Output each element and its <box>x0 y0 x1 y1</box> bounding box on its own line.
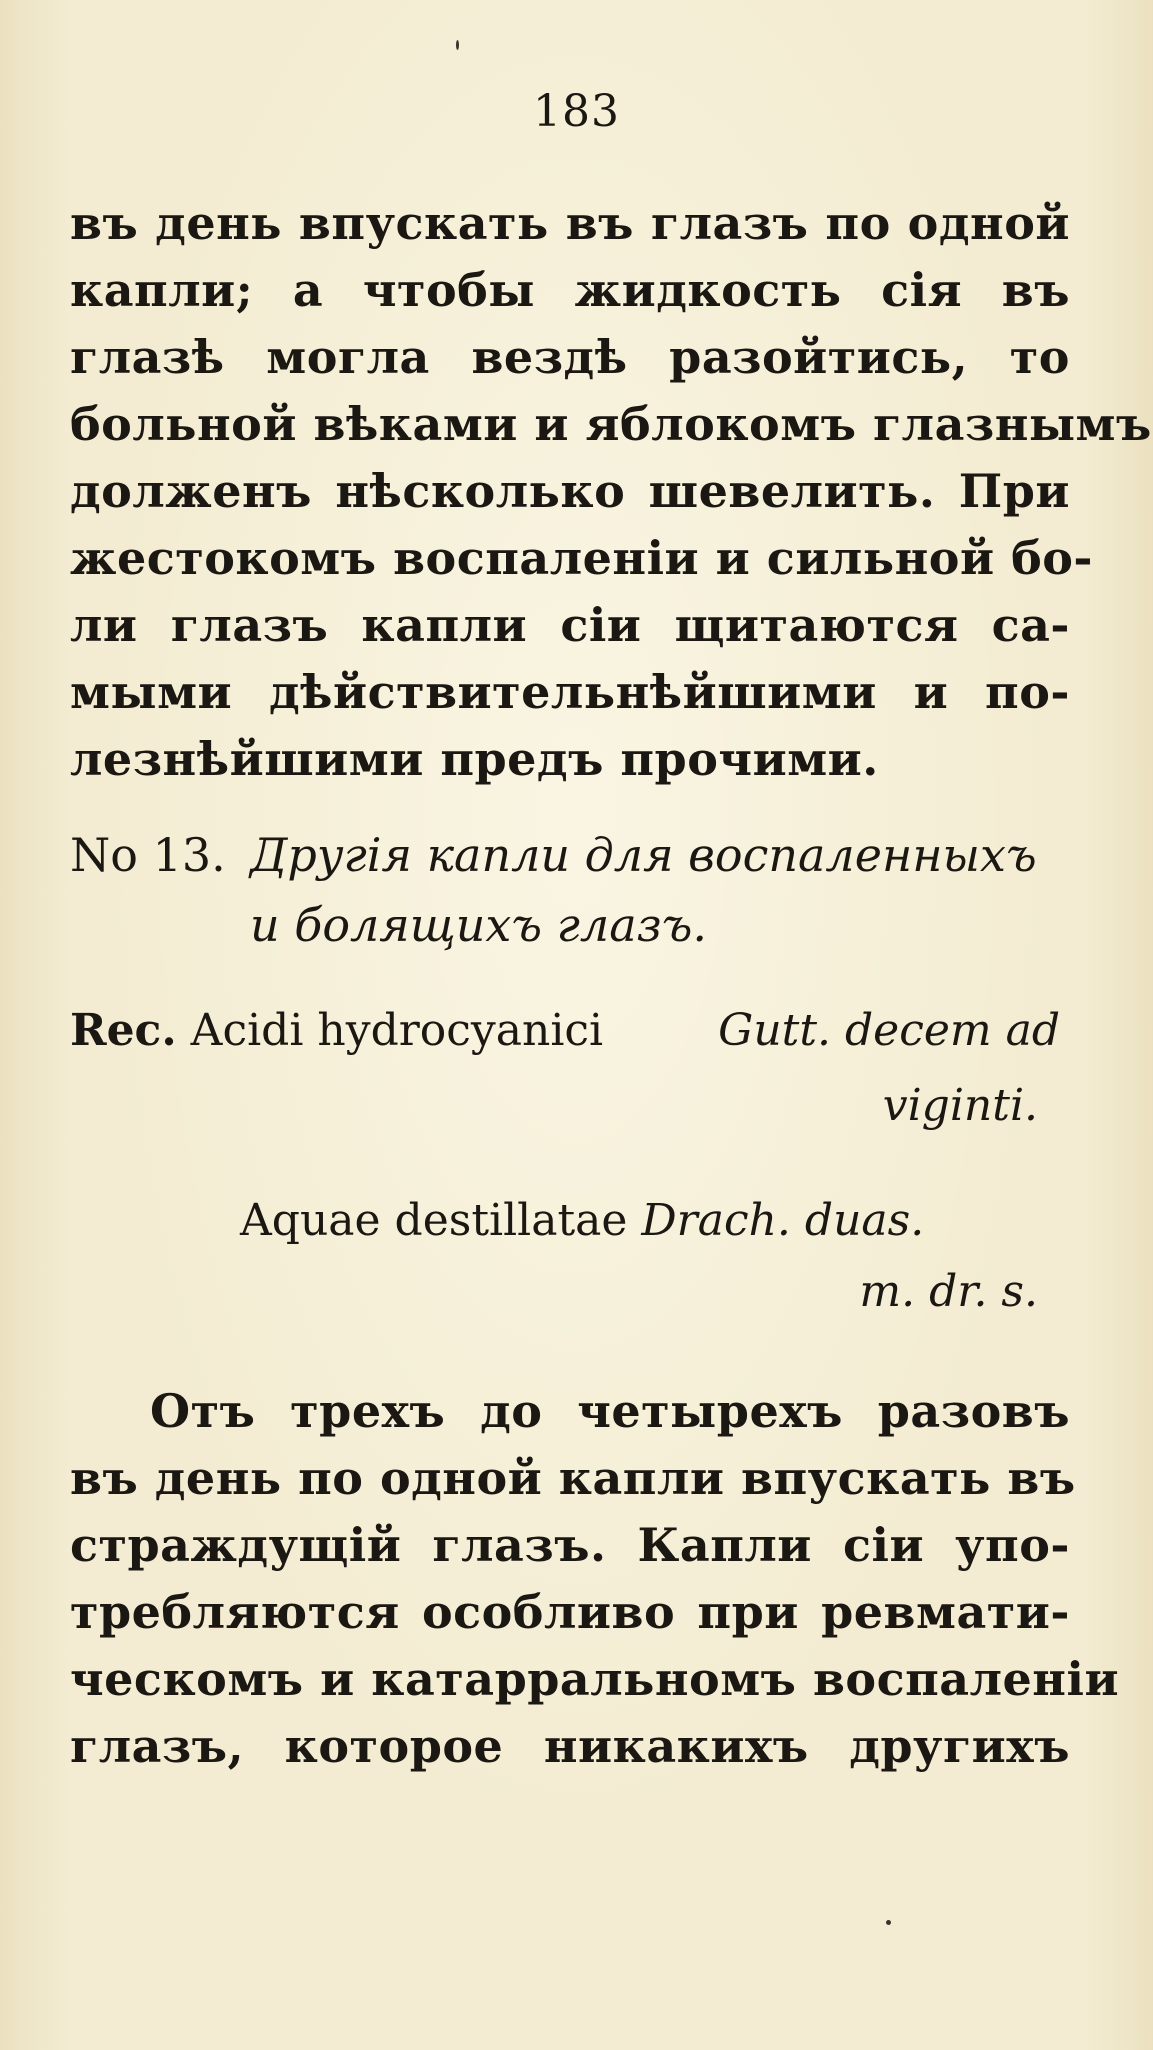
paragraph-1 <box>70 190 1152 793</box>
text-line: ли глазъ капли сіи щитаются са- <box>70 598 1070 652</box>
recipe-title-line-1: Другія капли для воспаленныхъ <box>250 828 1037 882</box>
text-line: въ день по одной капли впускать въ <box>70 1451 1076 1505</box>
text-line: капли; а чтобы жидкость сія въ <box>70 263 1070 317</box>
text-line: жестокомъ воспаленіи и сильной бо- <box>70 531 1094 585</box>
text-line: страждущій глазъ. Капли сіи упо- <box>70 1518 1070 1572</box>
text-line: глазъ, которое никакихъ другихъ <box>70 1719 1070 1773</box>
text-line: въ день впускать въ глазъ по одной <box>70 196 1070 250</box>
paper-speck <box>456 40 459 50</box>
ingredient-1-dose-continued: viginti. <box>882 1080 1038 1131</box>
recipe-title-line-2: и болящихъ глазъ. <box>250 898 707 952</box>
rec-label: Rec. <box>70 1005 177 1056</box>
paper-speck <box>886 1920 891 1925</box>
ingredient-1-name: Acidi hydrocyanici <box>190 1005 604 1056</box>
text-line: больной вѣками и яблокомъ глазнымъ <box>70 397 1152 451</box>
text-line: ческомъ и катарральномъ воспаленіи <box>70 1652 1120 1706</box>
recipe-heading <box>70 820 1080 960</box>
recipe-instruction: m. dr. s. <box>859 1266 1038 1317</box>
text-line: Отъ трехъ до четырехъ разовъ <box>150 1384 1070 1438</box>
text-line: требляются особливо при ревмати- <box>70 1585 1070 1639</box>
text-line: лезнѣйшими предъ прочими. <box>70 732 879 786</box>
recipe-ingredient-2 <box>240 1195 924 1246</box>
recipe-number: No 13. <box>70 828 226 882</box>
text-line: мыми дѣйствительнѣйшими и по- <box>70 665 1070 719</box>
paragraph-2 <box>70 1378 1120 1780</box>
ingredient-2-dose: Drach. duas. <box>641 1195 925 1246</box>
ingredient-2-name: Aquae destillatae <box>240 1195 628 1246</box>
ingredient-1-dose: Gutt. decem ad <box>718 1005 1060 1056</box>
text-line: глазѣ могла вездѣ разойтись, то <box>70 330 1070 384</box>
recipe-ingredient-1 <box>70 1005 1060 1056</box>
text-line: долженъ нѣсколько шевелить. При <box>70 464 1070 518</box>
page-number: 183 <box>533 86 620 137</box>
